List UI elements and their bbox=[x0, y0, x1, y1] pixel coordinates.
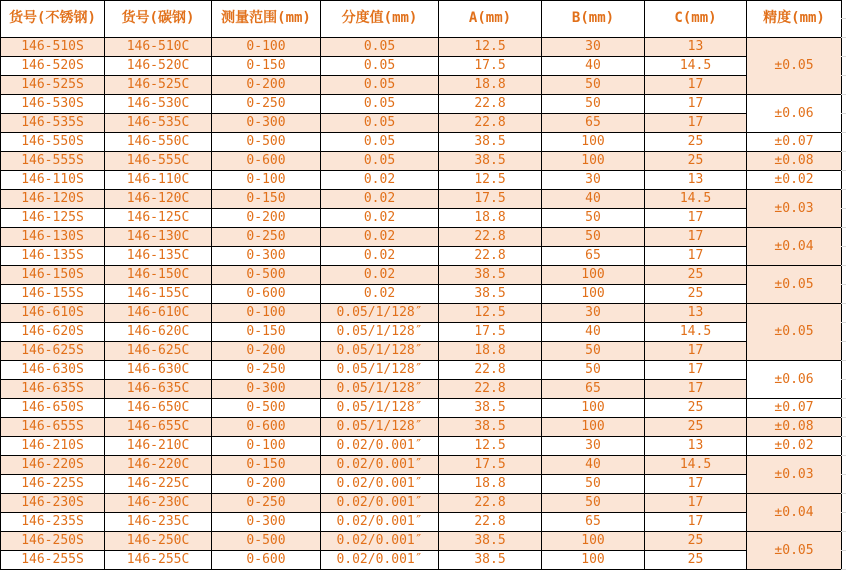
table-row bbox=[1, 95, 842, 114]
cell-a[interactable]: 17.5 bbox=[439, 323, 542, 342]
cell-graduation[interactable]: 0.05 bbox=[321, 95, 439, 114]
table-row bbox=[1, 304, 842, 323]
cell-sku-cs[interactable]: 146-520C bbox=[105, 57, 212, 76]
cell-c[interactable]: 25 bbox=[645, 266, 747, 285]
cell-sku-ss[interactable]: 146-220S bbox=[1, 456, 105, 475]
cell-range[interactable]: 0-200 bbox=[212, 475, 321, 494]
cell-c[interactable]: 14.5 bbox=[645, 190, 747, 209]
cell-sku-cs[interactable]: 146-555C bbox=[105, 152, 212, 171]
cell-a[interactable]: 12.5 bbox=[439, 38, 542, 57]
cell-range[interactable]: 0-100 bbox=[212, 437, 321, 456]
cell-sku-cs[interactable]: 146-130C bbox=[105, 228, 212, 247]
cell-a[interactable]: 12.5 bbox=[439, 171, 542, 190]
cell-a[interactable]: 38.5 bbox=[439, 418, 542, 437]
cell-b[interactable]: 100 bbox=[542, 133, 645, 152]
cell-a[interactable]: 22.8 bbox=[439, 513, 542, 532]
cell-accuracy[interactable]: ±0.04 bbox=[747, 228, 842, 266]
cell-b[interactable]: 50 bbox=[542, 494, 645, 513]
cell-graduation[interactable]: 0.02 bbox=[321, 266, 439, 285]
cell-a[interactable]: 22.8 bbox=[439, 361, 542, 380]
table-row bbox=[1, 114, 842, 133]
cell-graduation[interactable]: 0.02/0.001″ bbox=[321, 532, 439, 551]
cell-b[interactable]: 50 bbox=[542, 361, 645, 380]
cell-sku-ss[interactable]: 146-530S bbox=[1, 95, 105, 114]
cell-a[interactable]: 38.5 bbox=[439, 133, 542, 152]
cell-c[interactable]: 17 bbox=[645, 95, 747, 114]
cell-graduation[interactable]: 0.02 bbox=[321, 228, 439, 247]
table-body bbox=[1, 38, 842, 570]
cell-range[interactable]: 0-100 bbox=[212, 38, 321, 57]
cell-graduation[interactable]: 0.02/0.001″ bbox=[321, 494, 439, 513]
cell-sku-cs[interactable]: 146-225C bbox=[105, 475, 212, 494]
cell-sku-cs[interactable]: 146-630C bbox=[105, 361, 212, 380]
cell-b[interactable]: 30 bbox=[542, 304, 645, 323]
cell-sku-cs[interactable]: 146-235C bbox=[105, 513, 212, 532]
cell-b[interactable]: 65 bbox=[542, 114, 645, 133]
table-row bbox=[1, 323, 842, 342]
cell-range[interactable]: 0-200 bbox=[212, 342, 321, 361]
cell-range[interactable]: 0-250 bbox=[212, 494, 321, 513]
cell-b[interactable]: 100 bbox=[542, 418, 645, 437]
cell-range[interactable]: 0-200 bbox=[212, 76, 321, 95]
cell-sku-cs[interactable]: 146-255C bbox=[105, 551, 212, 570]
cell-sku-ss[interactable]: 146-550S bbox=[1, 133, 105, 152]
cell-sku-cs[interactable]: 146-550C bbox=[105, 133, 212, 152]
cell-range[interactable]: 0-100 bbox=[212, 171, 321, 190]
cell-graduation[interactable]: 0.05/1/128″ bbox=[321, 361, 439, 380]
table-row bbox=[1, 361, 842, 380]
cell-c[interactable]: 17 bbox=[645, 209, 747, 228]
cell-accuracy[interactable]: ±0.03 bbox=[747, 456, 842, 494]
sheet-gridlines-right bbox=[841, 0, 846, 571]
cell-a[interactable]: 12.5 bbox=[439, 437, 542, 456]
cell-a[interactable]: 22.8 bbox=[439, 494, 542, 513]
column-header-b[interactable]: B(mm) bbox=[542, 1, 645, 38]
cell-graduation[interactable]: 0.05/1/128″ bbox=[321, 342, 439, 361]
cell-range[interactable]: 0-300 bbox=[212, 247, 321, 266]
cell-c[interactable]: 17 bbox=[645, 114, 747, 133]
cell-b[interactable]: 50 bbox=[542, 342, 645, 361]
cell-sku-cs[interactable]: 146-220C bbox=[105, 456, 212, 475]
cell-graduation[interactable]: 0.05 bbox=[321, 57, 439, 76]
cell-c[interactable]: 25 bbox=[645, 399, 747, 418]
cell-sku-cs[interactable]: 146-510C bbox=[105, 38, 212, 57]
cell-sku-cs[interactable]: 146-535C bbox=[105, 114, 212, 133]
cell-c[interactable]: 14.5 bbox=[645, 456, 747, 475]
cell-c[interactable]: 25 bbox=[645, 532, 747, 551]
cell-sku-ss[interactable]: 146-630S bbox=[1, 361, 105, 380]
cell-sku-cs[interactable]: 146-610C bbox=[105, 304, 212, 323]
cell-range[interactable]: 0-100 bbox=[212, 304, 321, 323]
cell-sku-ss[interactable]: 146-635S bbox=[1, 380, 105, 399]
cell-a[interactable]: 22.8 bbox=[439, 247, 542, 266]
table-row bbox=[1, 209, 842, 228]
table-row bbox=[1, 228, 842, 247]
table-row bbox=[1, 494, 842, 513]
cell-graduation[interactable]: 0.02/0.001″ bbox=[321, 513, 439, 532]
cell-sku-ss[interactable]: 146-625S bbox=[1, 342, 105, 361]
table-row bbox=[1, 475, 842, 494]
cell-a[interactable]: 38.5 bbox=[439, 285, 542, 304]
cell-graduation[interactable]: 0.02/0.001″ bbox=[321, 551, 439, 570]
cell-accuracy[interactable]: ±0.07 bbox=[747, 133, 842, 152]
cell-graduation[interactable]: 0.05/1/128″ bbox=[321, 304, 439, 323]
cell-c[interactable]: 17 bbox=[645, 342, 747, 361]
cell-graduation[interactable]: 0.02/0.001″ bbox=[321, 475, 439, 494]
cell-accuracy[interactable]: ±0.07 bbox=[747, 399, 842, 418]
cell-graduation[interactable]: 0.05 bbox=[321, 38, 439, 57]
table-row bbox=[1, 57, 842, 76]
cell-c[interactable]: 17 bbox=[645, 247, 747, 266]
cell-sku-ss[interactable]: 146-155S bbox=[1, 285, 105, 304]
cell-a[interactable]: 22.8 bbox=[439, 228, 542, 247]
cell-c[interactable]: 13 bbox=[645, 171, 747, 190]
cell-c[interactable]: 25 bbox=[645, 551, 747, 570]
table-row bbox=[1, 76, 842, 95]
cell-range[interactable]: 0-600 bbox=[212, 285, 321, 304]
cell-b[interactable]: 65 bbox=[542, 247, 645, 266]
cell-graduation[interactable]: 0.05 bbox=[321, 133, 439, 152]
cell-sku-ss[interactable]: 146-655S bbox=[1, 418, 105, 437]
cell-b[interactable]: 100 bbox=[542, 532, 645, 551]
cell-range[interactable]: 0-150 bbox=[212, 57, 321, 76]
cell-sku-ss[interactable]: 146-555S bbox=[1, 152, 105, 171]
cell-a[interactable]: 17.5 bbox=[439, 57, 542, 76]
cell-sku-cs[interactable]: 146-525C bbox=[105, 76, 212, 95]
cell-b[interactable]: 50 bbox=[542, 475, 645, 494]
cell-a[interactable]: 38.5 bbox=[439, 399, 542, 418]
table-header bbox=[1, 1, 842, 38]
cell-b[interactable]: 30 bbox=[542, 171, 645, 190]
column-header-a[interactable]: A(mm) bbox=[439, 1, 542, 38]
cell-graduation[interactable]: 0.05 bbox=[321, 76, 439, 95]
cell-sku-ss[interactable]: 146-150S bbox=[1, 266, 105, 285]
cell-range[interactable]: 0-250 bbox=[212, 228, 321, 247]
cell-b[interactable]: 65 bbox=[542, 380, 645, 399]
cell-range[interactable]: 0-600 bbox=[212, 418, 321, 437]
cell-sku-cs[interactable]: 146-210C bbox=[105, 437, 212, 456]
table-row bbox=[1, 152, 842, 171]
cell-sku-ss[interactable]: 146-255S bbox=[1, 551, 105, 570]
cell-range[interactable]: 0-200 bbox=[212, 209, 321, 228]
cell-a[interactable]: 22.8 bbox=[439, 380, 542, 399]
cell-a[interactable]: 22.8 bbox=[439, 114, 542, 133]
cell-b[interactable]: 100 bbox=[542, 152, 645, 171]
cell-sku-ss[interactable]: 146-620S bbox=[1, 323, 105, 342]
cell-graduation[interactable]: 0.02/0.001″ bbox=[321, 456, 439, 475]
table-row bbox=[1, 342, 842, 361]
column-header-c[interactable]: C(mm) bbox=[645, 1, 747, 38]
cell-sku-ss[interactable]: 146-110S bbox=[1, 171, 105, 190]
table-row bbox=[1, 551, 842, 570]
cell-a[interactable]: 38.5 bbox=[439, 152, 542, 171]
cell-graduation[interactable]: 0.02 bbox=[321, 190, 439, 209]
cell-b[interactable]: 30 bbox=[542, 38, 645, 57]
cell-sku-cs[interactable]: 146-250C bbox=[105, 532, 212, 551]
cell-range[interactable]: 0-600 bbox=[212, 551, 321, 570]
cell-b[interactable]: 50 bbox=[542, 228, 645, 247]
cell-c[interactable]: 17 bbox=[645, 494, 747, 513]
table-row bbox=[1, 380, 842, 399]
cell-sku-ss[interactable]: 146-525S bbox=[1, 76, 105, 95]
cell-c[interactable]: 25 bbox=[645, 418, 747, 437]
cell-graduation[interactable]: 0.05/1/128″ bbox=[321, 380, 439, 399]
cell-b[interactable]: 40 bbox=[542, 456, 645, 475]
cell-a[interactable]: 38.5 bbox=[439, 532, 542, 551]
cell-sku-ss[interactable]: 146-250S bbox=[1, 532, 105, 551]
cell-sku-cs[interactable]: 146-120C bbox=[105, 190, 212, 209]
cell-a[interactable]: 38.5 bbox=[439, 266, 542, 285]
cell-range[interactable]: 0-500 bbox=[212, 133, 321, 152]
cell-c[interactable]: 25 bbox=[645, 152, 747, 171]
cell-graduation[interactable]: 0.02 bbox=[321, 247, 439, 266]
cell-a[interactable]: 18.8 bbox=[439, 342, 542, 361]
cell-range[interactable]: 0-600 bbox=[212, 152, 321, 171]
table-row bbox=[1, 418, 842, 437]
cell-accuracy[interactable]: ±0.02 bbox=[747, 171, 842, 190]
cell-sku-ss[interactable]: 146-120S bbox=[1, 190, 105, 209]
table-row bbox=[1, 266, 842, 285]
cell-c[interactable]: 17 bbox=[645, 228, 747, 247]
cell-c[interactable]: 13 bbox=[645, 437, 747, 456]
cell-sku-ss[interactable]: 146-225S bbox=[1, 475, 105, 494]
cell-sku-cs[interactable]: 146-655C bbox=[105, 418, 212, 437]
cell-graduation[interactable]: 0.05/1/128″ bbox=[321, 399, 439, 418]
table-row bbox=[1, 456, 842, 475]
cell-sku-ss[interactable]: 146-535S bbox=[1, 114, 105, 133]
cell-c[interactable]: 13 bbox=[645, 304, 747, 323]
cell-b[interactable]: 40 bbox=[542, 323, 645, 342]
column-header-accuracy[interactable]: 精度(mm) bbox=[747, 1, 842, 38]
cell-range[interactable]: 0-500 bbox=[212, 399, 321, 418]
table-row bbox=[1, 38, 842, 57]
cell-b[interactable]: 65 bbox=[542, 513, 645, 532]
cell-b[interactable]: 40 bbox=[542, 57, 645, 76]
table-row bbox=[1, 399, 842, 418]
column-header-range[interactable]: 测量范围(mm) bbox=[212, 1, 321, 38]
table-row bbox=[1, 513, 842, 532]
column-header-graduation[interactable]: 分度值(mm) bbox=[321, 1, 439, 38]
cell-sku-ss[interactable]: 146-610S bbox=[1, 304, 105, 323]
cell-c[interactable]: 17 bbox=[645, 513, 747, 532]
cell-a[interactable]: 38.5 bbox=[439, 551, 542, 570]
cell-range[interactable]: 0-500 bbox=[212, 266, 321, 285]
cell-sku-cs[interactable]: 146-530C bbox=[105, 95, 212, 114]
cell-accuracy[interactable]: ±0.08 bbox=[747, 418, 842, 437]
cell-b[interactable]: 50 bbox=[542, 95, 645, 114]
cell-b[interactable]: 40 bbox=[542, 190, 645, 209]
cell-b[interactable]: 30 bbox=[542, 437, 645, 456]
cell-range[interactable]: 0-150 bbox=[212, 456, 321, 475]
cell-graduation[interactable]: 0.02 bbox=[321, 209, 439, 228]
table-row bbox=[1, 285, 842, 304]
cell-sku-cs[interactable]: 146-620C bbox=[105, 323, 212, 342]
cell-range[interactable]: 0-250 bbox=[212, 361, 321, 380]
cell-c[interactable]: 14.5 bbox=[645, 323, 747, 342]
cell-sku-ss[interactable]: 146-235S bbox=[1, 513, 105, 532]
cell-c[interactable]: 13 bbox=[645, 38, 747, 57]
cell-sku-ss[interactable]: 146-135S bbox=[1, 247, 105, 266]
cell-sku-cs[interactable]: 146-135C bbox=[105, 247, 212, 266]
cell-sku-ss[interactable]: 146-510S bbox=[1, 38, 105, 57]
cell-sku-ss[interactable]: 146-520S bbox=[1, 57, 105, 76]
cell-a[interactable]: 22.8 bbox=[439, 95, 542, 114]
column-header-sku-stainless[interactable]: 货号(不锈钢) bbox=[1, 1, 105, 38]
cell-c[interactable]: 17 bbox=[645, 76, 747, 95]
cell-accuracy[interactable]: ±0.08 bbox=[747, 152, 842, 171]
cell-c[interactable]: 14.5 bbox=[645, 57, 747, 76]
cell-b[interactable]: 100 bbox=[542, 399, 645, 418]
cell-a[interactable]: 17.5 bbox=[439, 456, 542, 475]
cell-graduation[interactable]: 0.02 bbox=[321, 171, 439, 190]
cell-c[interactable]: 25 bbox=[645, 285, 747, 304]
cell-sku-cs[interactable]: 146-230C bbox=[105, 494, 212, 513]
table-row bbox=[1, 133, 842, 152]
cell-accuracy[interactable]: ±0.03 bbox=[747, 190, 842, 228]
cell-graduation[interactable]: 0.02/0.001″ bbox=[321, 437, 439, 456]
cell-c[interactable]: 17 bbox=[645, 361, 747, 380]
cell-sku-cs[interactable]: 146-125C bbox=[105, 209, 212, 228]
cell-accuracy[interactable]: ±0.02 bbox=[747, 437, 842, 456]
cell-b[interactable]: 50 bbox=[542, 76, 645, 95]
cell-sku-ss[interactable]: 146-130S bbox=[1, 228, 105, 247]
cell-sku-cs[interactable]: 146-150C bbox=[105, 266, 212, 285]
cell-accuracy[interactable]: ±0.05 bbox=[747, 304, 842, 361]
cell-range[interactable]: 0-300 bbox=[212, 380, 321, 399]
cell-graduation[interactable]: 0.05/1/128″ bbox=[321, 323, 439, 342]
table-row bbox=[1, 437, 842, 456]
cell-sku-cs[interactable]: 146-625C bbox=[105, 342, 212, 361]
header-row bbox=[1, 1, 842, 38]
cell-accuracy[interactable]: ±0.05 bbox=[747, 266, 842, 304]
cell-range[interactable]: 0-500 bbox=[212, 532, 321, 551]
cell-a[interactable]: 18.8 bbox=[439, 76, 542, 95]
cell-accuracy[interactable]: ±0.05 bbox=[747, 38, 842, 95]
cell-a[interactable]: 17.5 bbox=[439, 190, 542, 209]
cell-a[interactable]: 12.5 bbox=[439, 304, 542, 323]
cell-range[interactable]: 0-250 bbox=[212, 95, 321, 114]
cell-range[interactable]: 0-150 bbox=[212, 323, 321, 342]
cell-b[interactable]: 50 bbox=[542, 209, 645, 228]
table-row bbox=[1, 171, 842, 190]
cell-accuracy[interactable]: ±0.04 bbox=[747, 494, 842, 532]
cell-b[interactable]: 100 bbox=[542, 266, 645, 285]
cell-range[interactable]: 0-150 bbox=[212, 190, 321, 209]
cell-sku-cs[interactable]: 146-650C bbox=[105, 399, 212, 418]
table-row bbox=[1, 190, 842, 209]
cell-sku-ss[interactable]: 146-210S bbox=[1, 437, 105, 456]
cell-a[interactable]: 18.8 bbox=[439, 475, 542, 494]
cell-sku-cs[interactable]: 146-155C bbox=[105, 285, 212, 304]
cell-range[interactable]: 0-300 bbox=[212, 114, 321, 133]
cell-c[interactable]: 17 bbox=[645, 475, 747, 494]
cell-accuracy[interactable]: ±0.06 bbox=[747, 95, 842, 133]
cell-graduation[interactable]: 0.05 bbox=[321, 114, 439, 133]
cell-graduation[interactable]: 0.05/1/128″ bbox=[321, 418, 439, 437]
cell-accuracy[interactable]: ±0.05 bbox=[747, 532, 842, 570]
cell-c[interactable]: 25 bbox=[645, 133, 747, 152]
cell-b[interactable]: 100 bbox=[542, 551, 645, 570]
column-header-sku-carbon[interactable]: 货号(碳钢) bbox=[105, 1, 212, 38]
cell-sku-cs[interactable]: 146-635C bbox=[105, 380, 212, 399]
cell-graduation[interactable]: 0.02 bbox=[321, 285, 439, 304]
cell-graduation[interactable]: 0.05 bbox=[321, 152, 439, 171]
cell-a[interactable]: 18.8 bbox=[439, 209, 542, 228]
table-row bbox=[1, 532, 842, 551]
cell-sku-ss[interactable]: 146-125S bbox=[1, 209, 105, 228]
cell-sku-ss[interactable]: 146-650S bbox=[1, 399, 105, 418]
cell-sku-ss[interactable]: 146-230S bbox=[1, 494, 105, 513]
cell-b[interactable]: 100 bbox=[542, 285, 645, 304]
cell-sku-cs[interactable]: 146-110C bbox=[105, 171, 212, 190]
cell-c[interactable]: 17 bbox=[645, 380, 747, 399]
cell-range[interactable]: 0-300 bbox=[212, 513, 321, 532]
table-row bbox=[1, 247, 842, 266]
cell-accuracy[interactable]: ±0.06 bbox=[747, 361, 842, 399]
